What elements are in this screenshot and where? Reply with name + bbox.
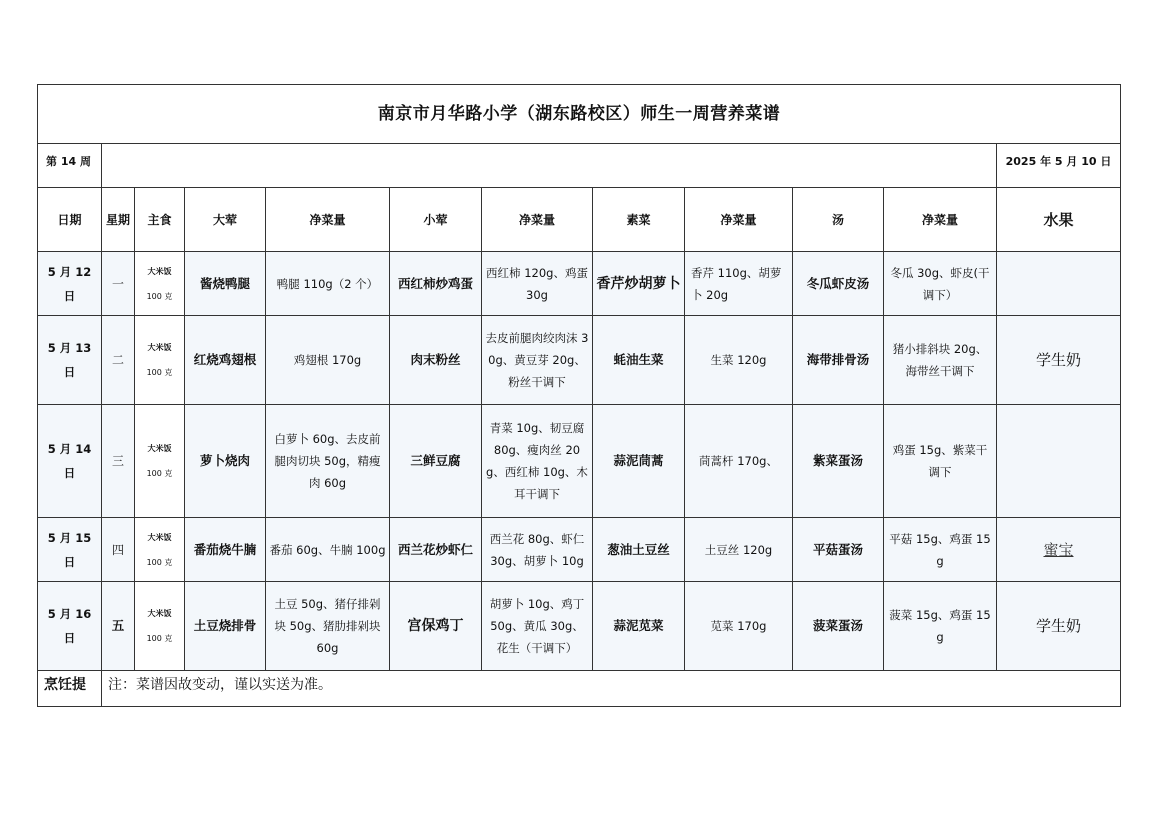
day-veg-net: 茼蒿杆 170g、 bbox=[685, 405, 793, 518]
header-weekday: 星期 bbox=[102, 188, 135, 252]
day-veg-dish: 香芹炒胡萝卜 bbox=[593, 252, 685, 316]
day-soup-net: 菠菜 15g、鸡蛋 15g bbox=[884, 582, 997, 671]
day-small-net: 西兰花 80g、虾仁 30g、胡萝卜 10g bbox=[482, 518, 593, 582]
day-small-dish: 西兰花炒虾仁 bbox=[390, 518, 482, 582]
table-row bbox=[38, 582, 1121, 671]
header-small-net: 净菜量 bbox=[482, 188, 593, 252]
day-veg-dish: 蒜泥茼蒿 bbox=[593, 405, 685, 518]
day-staple bbox=[135, 518, 185, 582]
day-small-dish: 宫保鸡丁 bbox=[390, 582, 482, 671]
day-main-net: 番茄 60g、牛腩 100g bbox=[266, 518, 390, 582]
day-small-dish: 三鲜豆腐 bbox=[390, 405, 482, 518]
header-date: 日期 bbox=[38, 188, 102, 252]
day-fruit bbox=[997, 252, 1121, 316]
week-blank bbox=[102, 144, 997, 188]
header-fruit: 水果 bbox=[997, 188, 1121, 252]
staple-weight: 100 克 bbox=[146, 557, 173, 567]
day-weekday: 二 bbox=[102, 316, 135, 405]
header-row bbox=[38, 188, 1121, 252]
day-veg-net: 土豆丝 120g bbox=[685, 518, 793, 582]
header-veg-net: 净菜量 bbox=[685, 188, 793, 252]
staple-name: 大米饭 bbox=[147, 532, 172, 542]
day-main-net: 土豆 50g、猪仔排剁块 50g、猪肋排剁块 60g bbox=[266, 582, 390, 671]
day-soup: 冬瓜虾皮汤 bbox=[793, 252, 884, 316]
header-veg-dish: 素菜 bbox=[593, 188, 685, 252]
day-fruit: 学生奶 bbox=[997, 582, 1121, 671]
day-main-net: 鸭腿 110g（2 个） bbox=[266, 252, 390, 316]
day-main-dish: 番茄烧牛腩 bbox=[185, 518, 266, 582]
header-staple: 主食 bbox=[135, 188, 185, 252]
day-soup-net: 冬瓜 30g、虾皮(干调下） bbox=[884, 252, 997, 316]
day-soup-net: 猪小排斜块 20g、海带丝干调下 bbox=[884, 316, 997, 405]
day-small-dish: 西红柿炒鸡蛋 bbox=[390, 252, 482, 316]
staple-name: 大米饭 bbox=[147, 444, 172, 453]
table-row bbox=[38, 405, 1121, 518]
table-row bbox=[38, 316, 1121, 405]
day-small-net: 青菜 10g、韧豆腐 80g、瘦肉丝 20g、西红柿 10g、木耳干调下 bbox=[482, 405, 593, 518]
header-main-net: 净菜量 bbox=[266, 188, 390, 252]
day-veg-dish: 蒜泥苋菜 bbox=[593, 582, 685, 671]
day-soup: 菠菜蛋汤 bbox=[793, 582, 884, 671]
day-main-net: 鸡翅根 170g bbox=[266, 316, 390, 405]
staple-name: 大米饭 bbox=[147, 609, 172, 618]
week-label: 第 14 周 bbox=[38, 144, 102, 188]
day-staple bbox=[135, 252, 185, 316]
day-soup: 平菇蛋汤 bbox=[793, 518, 884, 582]
staple-name: 大米饭 bbox=[147, 266, 172, 276]
table-row bbox=[38, 252, 1121, 316]
day-main-dish: 红烧鸡翅根 bbox=[185, 316, 266, 405]
header-soup: 汤 bbox=[793, 188, 884, 252]
staple-weight: 100 克 bbox=[146, 469, 173, 478]
day-veg-dish: 葱油土豆丝 bbox=[593, 518, 685, 582]
note-text: 注：菜谱因故变动，谨以实送为准。 bbox=[102, 671, 1121, 707]
day-main-net: 白萝卜 60g、去皮前腿肉切块 50g，精瘦肉 60g bbox=[266, 405, 390, 518]
day-date: 5 月 13 日 bbox=[38, 316, 102, 405]
day-staple bbox=[135, 582, 185, 671]
staple-weight: 100 克 bbox=[146, 368, 173, 377]
header-soup-net: 净菜量 bbox=[884, 188, 997, 252]
note-label: 烹饪提 bbox=[38, 671, 102, 707]
day-fruit bbox=[997, 518, 1121, 582]
day-soup: 海带排骨汤 bbox=[793, 316, 884, 405]
day-main-dish: 萝卜烧肉 bbox=[185, 405, 266, 518]
day-weekday: 一 bbox=[102, 252, 135, 316]
day-date: 5 月 16 日 bbox=[38, 582, 102, 671]
day-main-dish: 土豆烧排骨 bbox=[185, 582, 266, 671]
day-weekday: 四 bbox=[102, 518, 135, 582]
day-soup-net: 鸡蛋 15g、紫菜干调下 bbox=[884, 405, 997, 518]
day-date: 5 月 14 日 bbox=[38, 405, 102, 518]
day-soup: 紫菜蛋汤 bbox=[793, 405, 884, 518]
day-soup-net: 平菇 15g、鸡蛋 15g bbox=[884, 518, 997, 582]
header-small-dish: 小荤 bbox=[390, 188, 482, 252]
header-main-dish: 大荤 bbox=[185, 188, 266, 252]
day-fruit bbox=[997, 405, 1121, 518]
menu-table bbox=[37, 84, 1121, 707]
day-small-net: 西红柿 120g、鸡蛋 30g bbox=[482, 252, 593, 316]
day-small-net: 去皮前腿肉绞肉沫 30g、黄豆芽 20g、粉丝干调下 bbox=[482, 316, 593, 405]
day-small-dish: 肉末粉丝 bbox=[390, 316, 482, 405]
day-veg-net: 苋菜 170g bbox=[685, 582, 793, 671]
day-small-net: 胡萝卜 10g、鸡丁 50g、黄瓜 30g、花生（干调下） bbox=[482, 582, 593, 671]
staple-name: 大米饭 bbox=[147, 343, 172, 352]
day-staple bbox=[135, 316, 185, 405]
menu-sheet bbox=[37, 84, 1120, 707]
day-weekday: 五 bbox=[102, 582, 135, 671]
day-staple bbox=[135, 405, 185, 518]
issue-date: 2025 年 5 月 10 日 bbox=[997, 144, 1121, 188]
page-title: 南京市月华路小学（湖东路校区）师生一周营养菜谱 bbox=[38, 85, 1121, 144]
staple-weight: 100 克 bbox=[146, 291, 173, 301]
table-row bbox=[38, 518, 1121, 582]
day-veg-dish: 蚝油生菜 bbox=[593, 316, 685, 405]
day-date: 5 月 12 日 bbox=[38, 252, 102, 316]
day-fruit: 学生奶 bbox=[997, 316, 1121, 405]
day-date: 5 月 15 日 bbox=[38, 518, 102, 582]
fruit-link[interactable]: 蜜宝 bbox=[1043, 540, 1074, 559]
day-weekday: 三 bbox=[102, 405, 135, 518]
staple-weight: 100 克 bbox=[146, 634, 173, 643]
day-main-dish: 酱烧鸭腿 bbox=[185, 252, 266, 316]
note-row bbox=[38, 671, 1121, 707]
day-veg-net: 香芹 110g、胡萝卜 20g bbox=[685, 252, 793, 316]
day-veg-net: 生菜 120g bbox=[685, 316, 793, 405]
